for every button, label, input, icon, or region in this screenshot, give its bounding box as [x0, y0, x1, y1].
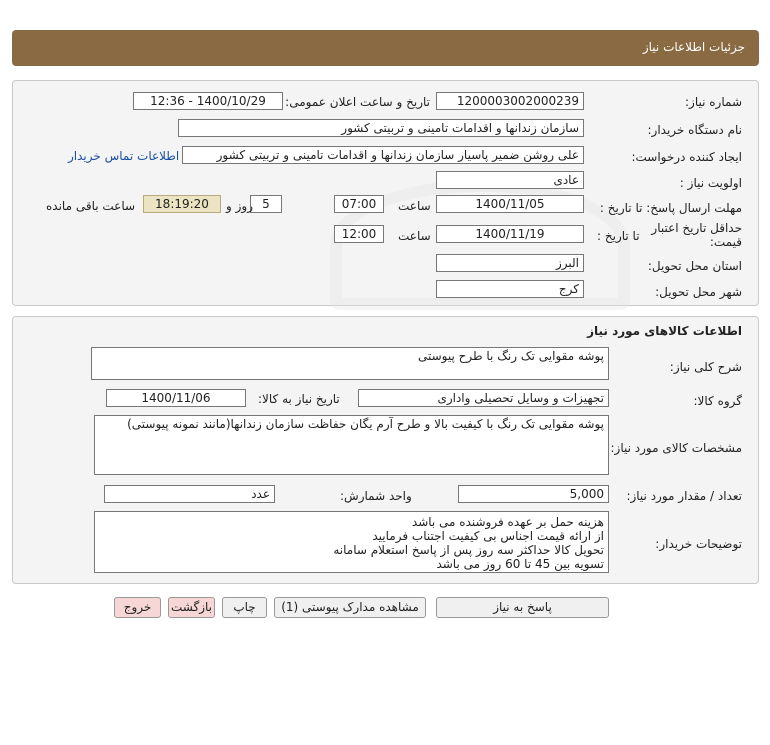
need-number-label: شماره نیاز: [685, 95, 742, 109]
validity-label: حداقل تاریخ اعتبار [651, 221, 742, 235]
buyer-note-line: از ارائه قیمت اجناس بی کیفیت اجتناب فرمایید [372, 529, 604, 543]
buyer-notes-label: توضیحات خریدار: [655, 537, 742, 551]
priority-field: عادی [436, 171, 584, 189]
days-label: روز و [226, 199, 253, 213]
reply-time-label: ساعت [398, 199, 431, 213]
buyer-note-line: تحویل کالا حداکثر سه روز پس از پاسخ استعلام سامانه [333, 543, 604, 557]
days-field: 5 [250, 195, 282, 213]
qty-label: تعداد / مقدار مورد نیاز: [626, 489, 742, 503]
page-title: جزئیات اطلاعات نیاز [642, 40, 745, 54]
reply-date-field: 1400/11/05 [436, 195, 584, 213]
validity-time-field: 12:00 [334, 225, 384, 243]
specs-field: پوشه مقوایی تک رنگ با کیفیت بالا و طرح آرم یگان حفاظت سازمان زندانها(مانند نمونه پیوستی) [94, 415, 609, 475]
validity-label-2: قیمت: [709, 235, 742, 249]
print-button[interactable]: چاپ [222, 597, 267, 618]
remaining-time-field: 18:19:20 [143, 195, 221, 213]
reply-to-need-button[interactable]: پاسخ به نیاز [436, 597, 609, 618]
announce-date-field: 1400/10/29 - 12:36 [133, 92, 283, 110]
buyer-note-line: هزینه حمل بر عهده فروشنده می باشد [411, 515, 604, 529]
goods-group-field: تجهیزات و وسایل تحصیلی واداری [358, 389, 609, 407]
goods-section-title: اطلاعات کالاهای مورد نیاز [587, 324, 742, 338]
validity-time-label: ساعت [398, 229, 431, 243]
validity-to-label: تا تاریخ : [597, 229, 640, 243]
reply-time-field: 07:00 [334, 195, 384, 213]
province-field: البرز [436, 254, 584, 272]
reply-deadline-label: مهلت ارسال پاسخ: تا تاریخ : [599, 201, 742, 215]
general-desc-label: شرح کلی نیاز: [669, 360, 742, 374]
buyer-note-line: تسویه بین 45 تا 60 روز می باشد [436, 557, 604, 571]
buyer-contact-link[interactable]: اطلاعات تماس خریدار [68, 149, 180, 163]
city-field: کرج [436, 280, 584, 298]
goods-group-label: گروه کالا: [693, 394, 742, 408]
view-attachments-button[interactable]: مشاهده مدارک پیوستی (1) [274, 597, 426, 618]
province-label: استان محل تحویل: [647, 259, 742, 273]
priority-label: اولویت نیاز : [679, 176, 742, 190]
remaining-time-label: ساعت باقی مانده [46, 199, 136, 213]
announce-date-label: تاریخ و ساعت اعلان عمومی: [285, 95, 430, 109]
back-button[interactable]: بازگشت [168, 597, 215, 618]
creator-field: علی روشن ضمیر پاسیار سازمان زندانها و اقدامات تامینی و تربیتی کشور [182, 146, 584, 164]
need-date-field: 1400/11/06 [106, 389, 246, 407]
buyer-org-field: سازمان زندانها و اقدامات تامینی و تربیتی کشور [178, 119, 584, 137]
buyer-org-label: نام دستگاه خریدار: [647, 123, 742, 137]
validity-date-field: 1400/11/19 [436, 225, 584, 243]
specs-label: مشخصات کالای مورد نیاز: [610, 441, 742, 455]
page-header [12, 30, 759, 66]
unit-field: عدد [104, 485, 275, 503]
need-date-label: تاریخ نیاز به کالا: [258, 392, 340, 406]
creator-label: ایجاد کننده درخواست: [631, 150, 742, 164]
city-label: شهر محل تحویل: [655, 285, 742, 299]
need-number-field: 1200003002000239 [436, 92, 584, 110]
unit-label: واحد شمارش: [340, 489, 412, 503]
general-desc-field: پوشه مقوایی تک رنگ با طرح پیوستی [91, 347, 609, 380]
qty-field: 5,000 [458, 485, 609, 503]
exit-button[interactable]: خروج [114, 597, 161, 618]
buyer-notes-field [94, 511, 609, 573]
